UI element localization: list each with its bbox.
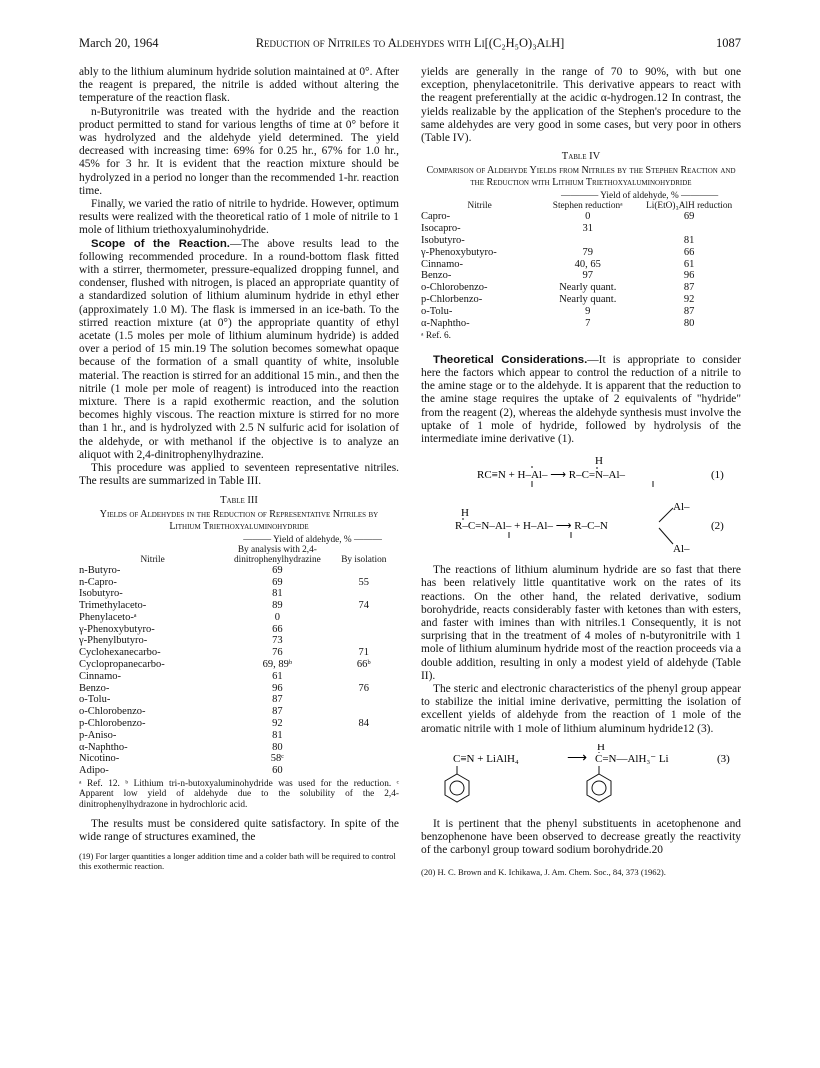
- table-3: [79, 494, 399, 811]
- cell-nitrile: Adipo-: [79, 765, 109, 777]
- table-number: Table IV: [561, 151, 601, 163]
- cell-value: [329, 588, 399, 600]
- column-header: Nitrile: [467, 201, 492, 212]
- cell-value: Nearly quant.: [559, 282, 617, 294]
- cell-value: 87: [683, 282, 695, 294]
- eq2-expression: R–C=N–Al– + H–Al– ⟶ R–C–N: [455, 520, 608, 533]
- cell-value: 66: [683, 246, 695, 258]
- eq2-h-left: H: [461, 507, 469, 520]
- cell-nitrile: Cinnamo-: [79, 670, 121, 682]
- cell-nitrile: p-Chlorbenzo-: [421, 294, 483, 305]
- cell-value: [329, 765, 399, 777]
- cell-value: 60: [272, 765, 283, 777]
- cell-value: 0: [585, 211, 591, 223]
- eq3-product: C=N—AlH₃⁻ Li: [595, 752, 669, 765]
- section-heading: Scope of the Reaction.: [91, 237, 230, 250]
- cell-value: 81: [683, 235, 695, 247]
- cell-nitrile: o-Tolu-: [421, 305, 453, 317]
- cell-value: [329, 565, 399, 577]
- header-title: Reduction of Nitriles to Aldehydes with Li[(C₂H₅O)₃AlH]: [255, 36, 565, 50]
- cell-value: 69, 89ᵇ: [262, 659, 293, 671]
- cell-nitrile: Benzo-: [79, 682, 110, 694]
- paragraph: ably to the lithium aluminum hydride solution maintained at 0°. After the reagent is prepared, the nitrile is added without altering the temperature of the reaction flask.: [79, 66, 399, 105]
- cell-value: 76: [272, 647, 283, 659]
- cell-value: 76: [358, 682, 370, 694]
- cell-nitrile: p-Chlorobenzo-: [79, 718, 146, 730]
- cell-value: 97: [582, 270, 594, 282]
- cell-nitrile: Trimethylaceto-: [79, 600, 147, 612]
- benzene-ring-icon: [587, 774, 611, 802]
- cell-value: 69: [272, 576, 283, 588]
- table-row: [79, 671, 399, 683]
- cell-nitrile: n-Capro-: [79, 576, 117, 588]
- cell-value: [538, 235, 637, 247]
- left-column: [79, 66, 399, 871]
- eq3-reactants: C≡N + LiAlH₄: [453, 752, 519, 765]
- running-header: [79, 36, 741, 52]
- section-heading: Theoretical Considerations.: [433, 353, 588, 366]
- cell-value: 69: [272, 564, 283, 576]
- cell-value: 69: [683, 211, 695, 223]
- paragraph: The reactions of lithium aluminum hydride are so fast that there has been relatively little quantitative work on the rates of its reactions. On the other hand, the related derivative, sodium borohydride, reacts considerably faster with ketones than with esters, and faster with imines than with nitriles.1 Consequently, it is not surprising that in the treatment of 4 moles of n-butyronitrile with 1 mole of lithium aluminum hydride most of the reaction proceeds via a double addition, resulting in only a modest yield of aldehyde (Table II).: [421, 564, 741, 682]
- cell-nitrile: α-Naphtho-: [421, 317, 470, 329]
- footnote: (20) H. C. Brown and K. Ichikawa, J. Am. Chem. Soc., 84, 373 (1962).: [421, 867, 666, 878]
- column-header: Li(EtO)₃AlH reduction: [646, 201, 733, 212]
- cell-value: [637, 223, 741, 235]
- eq1-number: (1): [711, 469, 724, 482]
- cell-nitrile: o-Chlorobenzo-: [421, 282, 488, 294]
- cell-value: 96: [272, 682, 283, 694]
- table-span-header: ——— Yield of aldehyde, % ———: [243, 534, 382, 545]
- cell-value: [329, 612, 399, 624]
- cell-nitrile: γ-Phenoxybutyro-: [79, 623, 155, 635]
- cell-value: 80: [683, 317, 695, 329]
- cell-value: 7: [585, 317, 591, 329]
- equation-2: [421, 498, 741, 556]
- table-row: [79, 588, 399, 600]
- benzene-ring-icon: [445, 774, 469, 802]
- table-row: [421, 282, 741, 294]
- cell-value: 92: [683, 294, 695, 305]
- table-row: [79, 718, 399, 730]
- table-row: [421, 318, 741, 330]
- table-row: [79, 753, 399, 765]
- table-row: [421, 235, 741, 247]
- paragraph: yields are generally in the range of 70 to 90%, with but one exception, phenylacetonitrile. This derivative appears to react with the reagent preferentially at the acidic α-hydrogen.12 In contrast, the yields realizable by the application of the Stephen's procedure to the same aldehydes are very good in some cases, but very poor in others (Table IV).: [421, 66, 741, 145]
- paragraph: n-Butyronitrile was treated with the hydride and the reaction product permitted to stand for various lengths of time at 0° before it was hydrolyzed and the aldehyde yield determined. The yield decreased with increasing time: 69% for 0.25 hr., 67% for 1.0 hr., 45% for 3 hr. It is evident that the reaction mixture should be hydrolyzed in a period no longer than the recommended 1-hr. reaction time.: [79, 105, 399, 197]
- cell-nitrile: Nicotino-: [79, 753, 120, 765]
- cell-value: 74: [358, 600, 370, 612]
- cell-nitrile: Isobutyro-: [421, 235, 465, 247]
- cell-value: [329, 742, 399, 754]
- table-row: [79, 683, 399, 695]
- table-row: [421, 306, 741, 318]
- paragraph: The steric and electronic characteristics of the phenyl group appear to stabilize the initial imine derivative, permitting the isolation of excellent yields of aldehyde from the reaction of 1 mole of the aromatic nitrile with 1 mole of lithium aluminum hydride12 (3).: [421, 683, 741, 735]
- cell-value: 40, 65: [574, 258, 601, 270]
- table-4: [421, 150, 741, 342]
- cell-value: 79: [582, 246, 594, 258]
- cell-value: 66ᵇ: [356, 659, 371, 671]
- cell-nitrile: Benzo-: [421, 270, 452, 282]
- cell-value: [329, 753, 399, 765]
- footnote: (19) For larger quantities a longer addition time and a colder bath will be required to control this exothermic reaction.: [79, 850, 396, 871]
- cell-value: 87: [272, 706, 283, 718]
- table-caption: Comparison of Aldehyde Yields from Nitriles by the Stephen Reaction and the Reduction with Lithium Triethoxyaluminohydride: [426, 165, 736, 189]
- paragraph-scope: [79, 238, 399, 462]
- table-row: [421, 259, 741, 271]
- cell-value: 61: [683, 258, 695, 270]
- paragraph-text: —The above results lead to the following recommended procedure. In a round-bottom flask fitted with a stirrer, thermometer, pressure-equalized dropping funnel, and condenser, flushed with nitrogen, is placed an appropriate quantity of a standardized solution of lithium aluminum hydride in ethyl ether (approximately 1.0 M). The flask is immersed in an ice-bath. To the stirred reaction mixture (at 0°) the appropriate quantity of ethyl acetate (1.5 moles per mole of lithium aluminum hydride) is added over a period of 15 min.19 The solution becomes somewhat opaque because of the formation of a small quantity of white, insoluble material. The reaction is stirred for an additional 15 min., and then the nitrile (1 mole per mole of reagent) is introduced into the reaction mixture. There is a rapid exothermic reaction, and the solution becomes highly viscous. The reaction mixture is stirred for no more than 1 hr., and is hydrolyzed with 2.5 N sulfuric acid for isolation of the aldehyde, or with methanol if the objective is to analyze an aliquot with 2,4-dinitrophenylhydrazine.: [79, 237, 399, 461]
- equation-3: [421, 744, 741, 808]
- cell-value: 71: [358, 647, 370, 659]
- cell-value: [329, 694, 399, 706]
- cell-value: 9: [585, 305, 591, 317]
- table-number: Table III: [220, 494, 258, 506]
- table-row: [421, 247, 741, 259]
- cell-value: 92: [272, 718, 283, 730]
- table-row: [79, 624, 399, 636]
- cell-value: [329, 706, 399, 718]
- eq3-number: (3): [717, 752, 730, 765]
- cell-nitrile: α-Naphtho-: [79, 741, 128, 753]
- paragraph-theory: [421, 354, 741, 446]
- cell-nitrile: n-Butyro-: [79, 564, 121, 576]
- paragraph: The results must be considered quite satisfactory. In spite of the wide range of structures examined, the: [79, 818, 399, 844]
- table-row: [79, 635, 399, 647]
- eq3-h: H: [597, 743, 605, 753]
- table-row: [79, 742, 399, 754]
- cell-value: 31: [582, 223, 594, 235]
- cell-nitrile: γ-Phenylbutyro-: [79, 635, 148, 647]
- cell-nitrile: o-Tolu-: [79, 694, 111, 706]
- cell-nitrile: Capro-: [421, 211, 451, 223]
- eq2-al-top: Al–: [673, 501, 690, 514]
- cell-value: 58ᶜ: [270, 753, 284, 765]
- eq2-al-bottom: Al–: [673, 543, 690, 556]
- table-row: [79, 612, 399, 624]
- table-footnote: ᵃ Ref. 6.: [421, 331, 451, 342]
- table-row: [79, 694, 399, 706]
- cell-nitrile: p-Aniso-: [79, 729, 117, 741]
- column-header: Stephen reductionᵃ: [552, 201, 623, 212]
- cell-value: 66: [272, 623, 283, 635]
- paragraph: This procedure was applied to seventeen representative nitriles. The results are summarized in Table III.: [79, 462, 399, 488]
- table-row: [421, 211, 741, 223]
- table-row: [79, 577, 399, 589]
- cell-nitrile: Isobutyro-: [79, 588, 123, 600]
- table-row: [421, 270, 741, 282]
- cell-value: 96: [683, 270, 695, 282]
- cell-nitrile: Isocapro-: [421, 223, 461, 235]
- table-footnote: ᵃ Ref. 12. ᵇ Lithium tri-n-butoxyaluminohydride was used for the reduction. ᶜ Apparent low yield of aldehyde due to the solubility of the 2,4-dinitrophenylhydrazone in hydrochloric acid.: [79, 779, 399, 810]
- table-row: [79, 647, 399, 659]
- column-header: By isolation: [341, 554, 387, 565]
- table-row: [79, 765, 399, 777]
- cell-value: 55: [358, 576, 370, 588]
- table-row: [79, 659, 399, 671]
- table-span-header: ———— Yield of aldehyde, % ————: [561, 191, 719, 202]
- eq1-h: H: [595, 455, 603, 468]
- cell-value: [329, 671, 399, 683]
- eq3-arrow: ⟶: [567, 750, 588, 766]
- column-header: Nitrile: [140, 554, 165, 565]
- paragraph: Finally, we varied the ratio of nitrile to hydride. However, optimum results were realized with the theoretical ratio of 1 mole of nitrile to 1 mole of lithium triethoxyaluminohydride.: [79, 198, 399, 237]
- equation-1: [421, 454, 741, 490]
- eq1-expression: RC≡N + H–Al– ⟶ R–C=N–Al–: [477, 469, 626, 482]
- table-row: [421, 223, 741, 235]
- cell-value: 61: [272, 670, 283, 682]
- cell-nitrile: Phenylaceto-ᵃ: [79, 611, 137, 623]
- table-row: [421, 294, 741, 306]
- eq2-number: (2): [711, 520, 724, 533]
- header-page-number: 1087: [716, 36, 741, 50]
- cell-value: 84: [358, 718, 370, 730]
- cell-value: [329, 730, 399, 742]
- header-date: March 20, 1964: [79, 36, 159, 50]
- cell-value: 73: [272, 635, 283, 647]
- cell-nitrile: Cyclohexanecarbo-: [79, 647, 161, 659]
- cell-value: 89: [272, 600, 283, 612]
- table-row: [79, 600, 399, 612]
- cell-value: 87: [272, 694, 283, 706]
- cell-value: 87: [683, 305, 695, 317]
- cell-value: 80: [272, 741, 283, 753]
- table-row: [79, 565, 399, 577]
- table-row: [79, 730, 399, 742]
- cell-value: 81: [272, 588, 283, 600]
- cell-nitrile: o-Chlorobenzo-: [79, 706, 146, 718]
- paragraph: It is pertinent that the phenyl substituents in acetophenone and benzophenone have been observed to decrease greatly the reactivity of the carbonyl group toward sodium borohydride.20: [421, 817, 741, 857]
- cell-value: [329, 635, 399, 647]
- cell-value: [329, 624, 399, 636]
- cell-nitrile: Cyclopropanecarbo-: [79, 659, 165, 671]
- cell-value: 0: [274, 611, 280, 623]
- cell-value: Nearly quant.: [559, 294, 617, 305]
- cell-nitrile: Cinnamo-: [421, 258, 463, 270]
- cell-nitrile: γ-Phenoxybutyro-: [421, 246, 497, 258]
- right-column: [421, 66, 741, 877]
- cell-value: 81: [272, 729, 283, 741]
- paragraph-text: —It is appropriate to consider here the factors which appear to control the reduction of a nitrile to the amine stage or to the aldehyde. It is apparent that the reduction to the amine stage requires the uptake of 2 equivalents of "hydride" from the reagent (2), whereas the aldehyde synthesis must involve the uptake of 1 mole of hydride, followed by hydrolysis of the intermediate imine derivative (1).: [421, 353, 741, 446]
- column-header: By analysis with 2,4-dinitrophenylhydrazine: [234, 544, 321, 565]
- table-caption: Yields of Aldehydes in the Reduction of Representative Nitriles by Lithium Triethoxyaluminohydride: [99, 508, 379, 532]
- table-row: [79, 706, 399, 718]
